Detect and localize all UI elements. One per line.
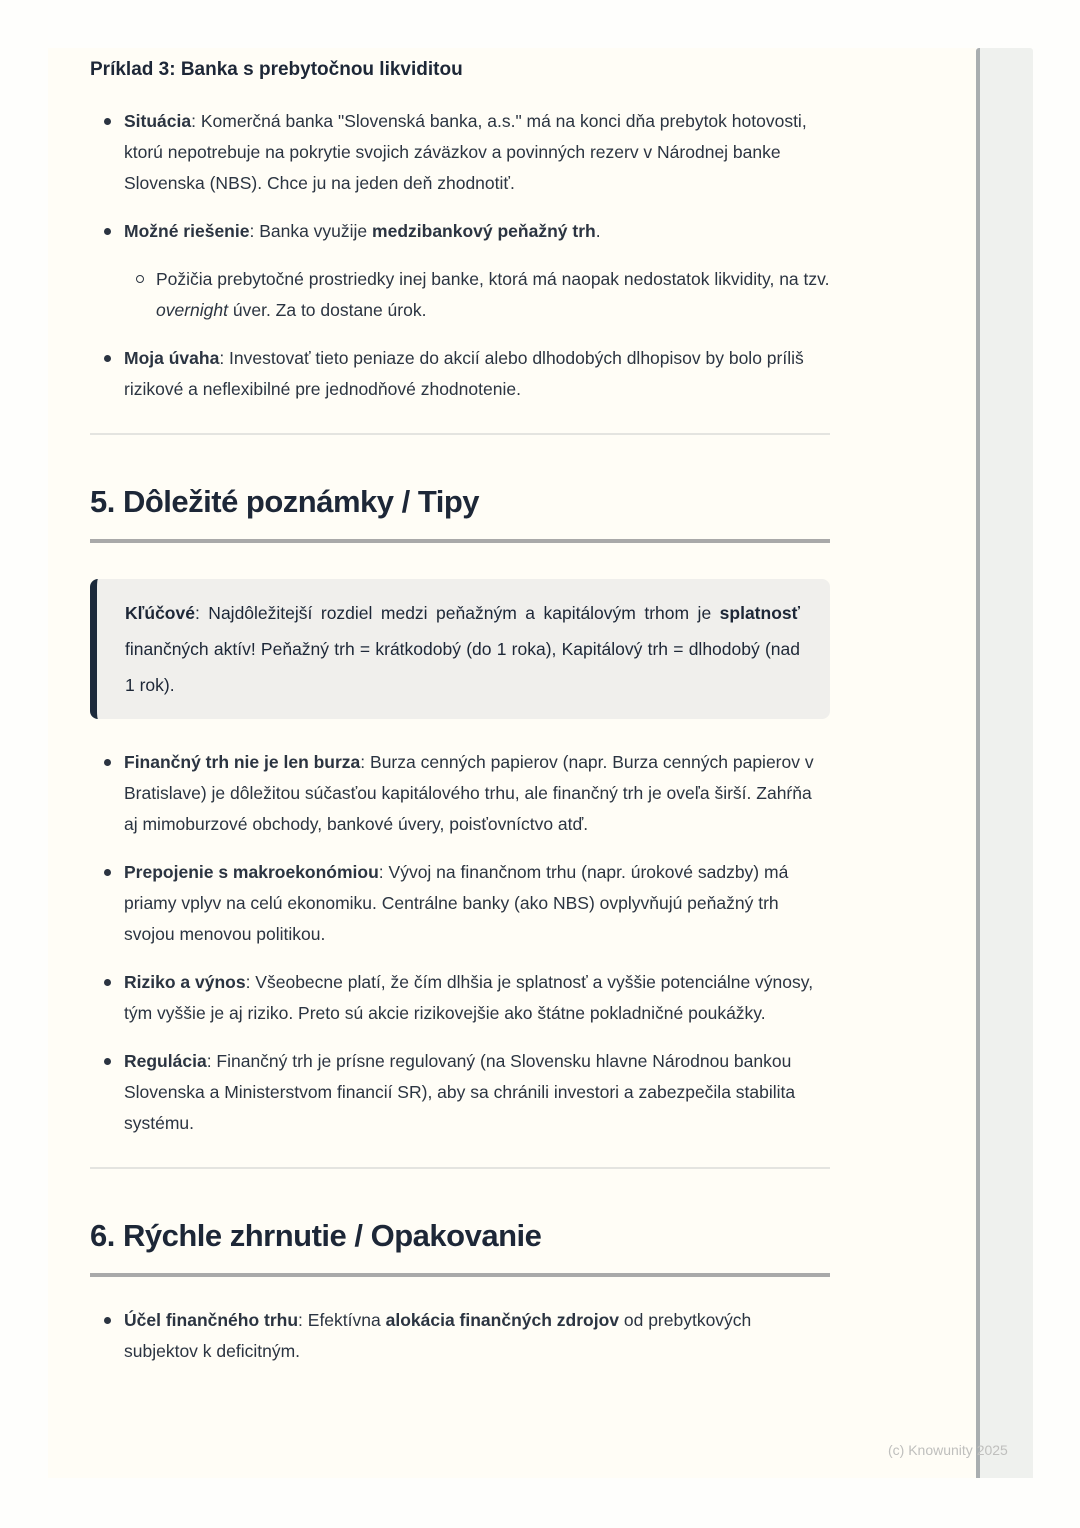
text-run: Moja úvaha [124,348,220,368]
list-item-text [124,752,814,834]
text-run: Kľúčové [125,603,195,623]
sub-list-item [90,264,830,326]
text-run: od prebytkových subjektov k deficitným. [124,1310,752,1361]
bullet-marker-icon [104,759,111,766]
text-run: : Najdôležitejší rozdiel medzi peňažným a kapitálovým trhom je [194,603,720,623]
section-5-heading: 5. Dôležité poznámky / Tipy [90,481,830,543]
text-run: úver. Za to dostane úrok. [228,300,427,320]
text-run: splatnosť [719,603,800,623]
list-item-text [124,221,601,241]
list-item-text [124,111,807,193]
list-item [90,747,830,840]
bullet-marker-icon [104,979,111,986]
text-run: finančných aktív! Peňažný trh = krátkodobý (do 1 roka), Kapitálový trh = dlhodobý (nad 1 rok). [125,639,800,695]
list-item-text [156,269,829,320]
text-run: medzibankový peňažný trh [372,221,596,241]
list-item [90,1046,830,1139]
document-page [48,48,976,1478]
text-run: Požičia prebytočné prostriedky inej banke, ktorá má naopak nedostatok likvidity, na tzv. [156,269,830,289]
text-run: Situácia [124,111,192,131]
list-item [90,343,830,405]
list-item-text [124,348,804,399]
list-item [90,857,830,950]
bullet-marker-icon [104,118,111,125]
text-run: : Efektívna [298,1310,386,1330]
bullet-marker-icon [104,869,111,876]
copyright-watermark: (c) Knowunity 2025 [888,1442,1008,1458]
text-run: . [595,221,601,241]
text-run: Prepojenie s makroekonómiou [124,862,379,882]
bullet-marker-icon [104,1058,111,1065]
text-run: Regulácia [124,1051,207,1071]
section-5-bullet-list [90,747,830,1139]
text-run: Riziko a výnos [124,972,246,992]
key-callout-text [125,595,800,703]
text-run: Finančný trh nie je len burza [124,752,361,772]
list-item [90,967,830,1029]
text-run: : Vývoj na finančnom trhu (napr. úrokové sadzby) má priamy vplyv na celú ekonomiku. Centrálne banky (ako NBS) ovplyvňujú peňažný trh svojou menovou politikou. [124,862,789,944]
divider [90,433,830,435]
key-callout [90,579,830,719]
text-run: : Komerčná banka "Slovenská banka, a.s." má na konci dňa prebytok hotovosti, ktorú nepotrebuje na pokrytie svojich záväzkov a povinných rezerv v Národnej banke Slovenska (NBS). Chce ju na jeden deň zhodnotiť. [124,111,807,193]
bullet-marker-icon [136,275,144,283]
text-run: : Burza cenných papierov (napr. Burza cenných papierov v Bratislave) je dôležitou súčasťou kapitálového trhu, ale finančný trh je oveľa širší. Zahŕňa aj mimoburzové obchody, bankové úvery, poisťovníctvo atď. [124,752,814,834]
text-run: : Banka využije [249,221,373,241]
list-item [90,1305,830,1367]
list-item [90,106,830,199]
text-run: Účel finančného trhu [124,1310,299,1330]
page-content [90,58,830,1384]
bullet-marker-icon [104,1317,111,1324]
bullet-marker-icon [104,355,111,362]
list-item-text [124,1310,751,1361]
text-run: overnight [156,300,228,320]
text-run: : Finančný trh je prísne regulovaný (na Slovensku hlavne Národnou bankou Slovenska a Ministerstvom financií SR), aby sa chránili investori a zabezpečila stabilita systému. [124,1051,796,1133]
text-run: alokácia finančných zdrojov [385,1310,619,1330]
bullet-marker-icon [104,228,111,235]
text-run: : Investovať tieto peniaze do akcií alebo dlhodobých dlhopisov by bolo príliš rizikové a neflexibilné pre jednodňové zhodnotenie. [124,348,804,399]
list-item-text [124,972,813,1023]
section-6-heading: 6. Rýchle zhrnutie / Opakovanie [90,1215,830,1277]
list-item-text [124,1051,795,1133]
text-run: Možné riešenie [124,221,250,241]
list-item [90,216,830,247]
divider [90,1167,830,1169]
section-6-bullet-list [90,1305,830,1367]
list-item-text [124,862,788,944]
text-run: : Všeobecne platí, že čím dlhšia je splatnosť a vyššie potenciálne výnosy, tým vyššie je aj riziko. Preto sú akcie rizikovejšie ako štátne pokladničné poukážky. [124,972,814,1023]
example-heading: Príklad 3: Banka s prebytočnou likviditou [90,59,463,80]
page-edge-scroll-strip[interactable] [976,48,1033,1478]
example-bullet-list [90,106,830,405]
